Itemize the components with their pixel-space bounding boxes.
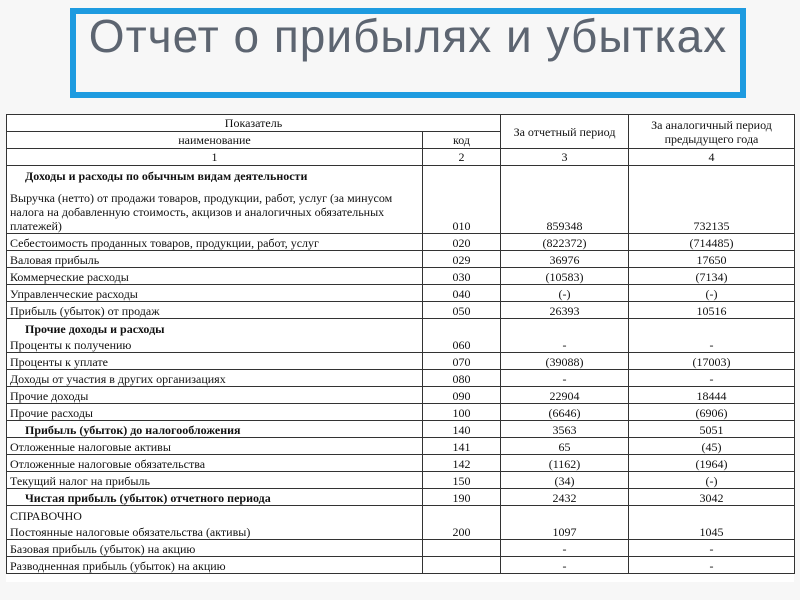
- report-sheet: [6, 114, 794, 582]
- row-code: 010: [423, 166, 501, 234]
- row-code: 030: [423, 268, 501, 285]
- row-current: (822372): [501, 234, 629, 251]
- row-name: Прочие доходы и расходы: [7, 319, 423, 336]
- row-code: 190: [423, 489, 501, 506]
- slide-title-box: [70, 8, 746, 98]
- row-previous: -: [629, 540, 795, 557]
- row-code: 080: [423, 370, 501, 387]
- row-code: 050: [423, 302, 501, 319]
- table-row: [7, 285, 795, 302]
- row-name: Постоянные налоговые обязательства (активы): [7, 523, 423, 540]
- row-code: 142: [423, 455, 501, 472]
- table-row: [7, 455, 795, 472]
- header-current-period: За отчетный период: [501, 115, 629, 149]
- header-code: код: [423, 132, 501, 149]
- header-name: наименование: [7, 132, 423, 149]
- table-row: [7, 319, 795, 336]
- row-code: 090: [423, 387, 501, 404]
- row-previous: (714485): [629, 234, 795, 251]
- row-current: -: [501, 319, 629, 353]
- row-previous: (1964): [629, 455, 795, 472]
- table-row: [7, 506, 795, 523]
- row-code: 060: [423, 319, 501, 353]
- row-previous: -: [629, 319, 795, 353]
- row-name: Разводненная прибыль (убыток) на акцию: [7, 557, 423, 574]
- row-current: 1097: [501, 506, 629, 540]
- table-row: [7, 302, 795, 319]
- header-previous-period: За аналогичный период предыдущего года: [629, 115, 795, 149]
- row-previous: 17650: [629, 251, 795, 268]
- row-name: Текущий налог на прибыль: [7, 472, 423, 489]
- row-name: Чистая прибыль (убыток) отчетного периода: [7, 489, 423, 506]
- row-name: СПРАВОЧНО: [7, 506, 423, 523]
- row-name: Проценты к уплате: [7, 353, 423, 370]
- row-name: Отложенные налоговые активы: [7, 438, 423, 455]
- row-current: 22904: [501, 387, 629, 404]
- row-previous: (-): [629, 472, 795, 489]
- row-name: Управленческие расходы: [7, 285, 423, 302]
- slide-title: Отчет о прибылях и убытках: [88, 10, 728, 62]
- table-header-row: [7, 115, 795, 132]
- row-name: Доходы и расходы по обычным видам деятельности: [7, 166, 423, 183]
- row-name: Валовая прибыль: [7, 251, 423, 268]
- row-code: 020: [423, 234, 501, 251]
- row-current: (10583): [501, 268, 629, 285]
- row-name: Себестоимость проданных товаров, продукции, работ, услуг: [7, 234, 423, 251]
- row-current: (6646): [501, 404, 629, 421]
- row-previous: (-): [629, 285, 795, 302]
- table-row: [7, 268, 795, 285]
- table-row: [7, 489, 795, 506]
- row-previous: (7134): [629, 268, 795, 285]
- row-name: Выручка (нетто) от продажи товаров, продукции, работ, услуг (за минусом налога на добавленную стоимость, акцизов и аналогичных обязательных платежей): [7, 183, 423, 234]
- row-current: (-): [501, 285, 629, 302]
- table-row: [7, 251, 795, 268]
- row-previous: -: [629, 370, 795, 387]
- header-indicator: Показатель: [7, 115, 501, 132]
- table-row: [7, 472, 795, 489]
- row-code: 070: [423, 353, 501, 370]
- row-current: -: [501, 370, 629, 387]
- row-current: (1162): [501, 455, 629, 472]
- row-current: 3563: [501, 421, 629, 438]
- table-row: [7, 540, 795, 557]
- row-previous: 1045: [629, 506, 795, 540]
- income-statement-table: [6, 114, 795, 574]
- row-previous: (45): [629, 438, 795, 455]
- row-current: 2432: [501, 489, 629, 506]
- row-previous: -: [629, 557, 795, 574]
- row-name: Прибыль (убыток) до налогообложения: [7, 421, 423, 438]
- row-previous: 3042: [629, 489, 795, 506]
- row-code: 040: [423, 285, 501, 302]
- row-code: 200: [423, 506, 501, 540]
- table-row: [7, 166, 795, 183]
- header-col-3: 3: [501, 149, 629, 166]
- row-previous: (17003): [629, 353, 795, 370]
- header-col-1: 1: [7, 149, 423, 166]
- table-row: [7, 438, 795, 455]
- row-name: Коммерческие расходы: [7, 268, 423, 285]
- row-current: -: [501, 557, 629, 574]
- row-name: Проценты к получению: [7, 336, 423, 353]
- row-previous: 18444: [629, 387, 795, 404]
- table-row: [7, 370, 795, 387]
- row-name: Прочие расходы: [7, 404, 423, 421]
- row-code: 100: [423, 404, 501, 421]
- row-name: Базовая прибыль (убыток) на акцию: [7, 540, 423, 557]
- row-current: 859348: [501, 166, 629, 234]
- row-current: 26393: [501, 302, 629, 319]
- table-number-row: [7, 149, 795, 166]
- row-name: Доходы от участия в других организациях: [7, 370, 423, 387]
- table-row: [7, 387, 795, 404]
- row-code: 150: [423, 472, 501, 489]
- row-name: Прочие доходы: [7, 387, 423, 404]
- table-row: [7, 353, 795, 370]
- row-code: 141: [423, 438, 501, 455]
- row-current: (39088): [501, 353, 629, 370]
- table-row: [7, 421, 795, 438]
- row-previous: 10516: [629, 302, 795, 319]
- header-col-4: 4: [629, 149, 795, 166]
- row-code: [423, 557, 501, 574]
- row-current: 65: [501, 438, 629, 455]
- row-previous: 732135: [629, 166, 795, 234]
- row-current: -: [501, 540, 629, 557]
- row-code: 029: [423, 251, 501, 268]
- row-current: 36976: [501, 251, 629, 268]
- row-name: Прибыль (убыток) от продаж: [7, 302, 423, 319]
- row-code: 140: [423, 421, 501, 438]
- table-row: [7, 557, 795, 574]
- row-name: Отложенные налоговые обязательства: [7, 455, 423, 472]
- row-code: [423, 540, 501, 557]
- row-previous: 5051: [629, 421, 795, 438]
- table-row: [7, 234, 795, 251]
- table-row: [7, 404, 795, 421]
- row-current: (34): [501, 472, 629, 489]
- header-col-2: 2: [423, 149, 501, 166]
- row-previous: (6906): [629, 404, 795, 421]
